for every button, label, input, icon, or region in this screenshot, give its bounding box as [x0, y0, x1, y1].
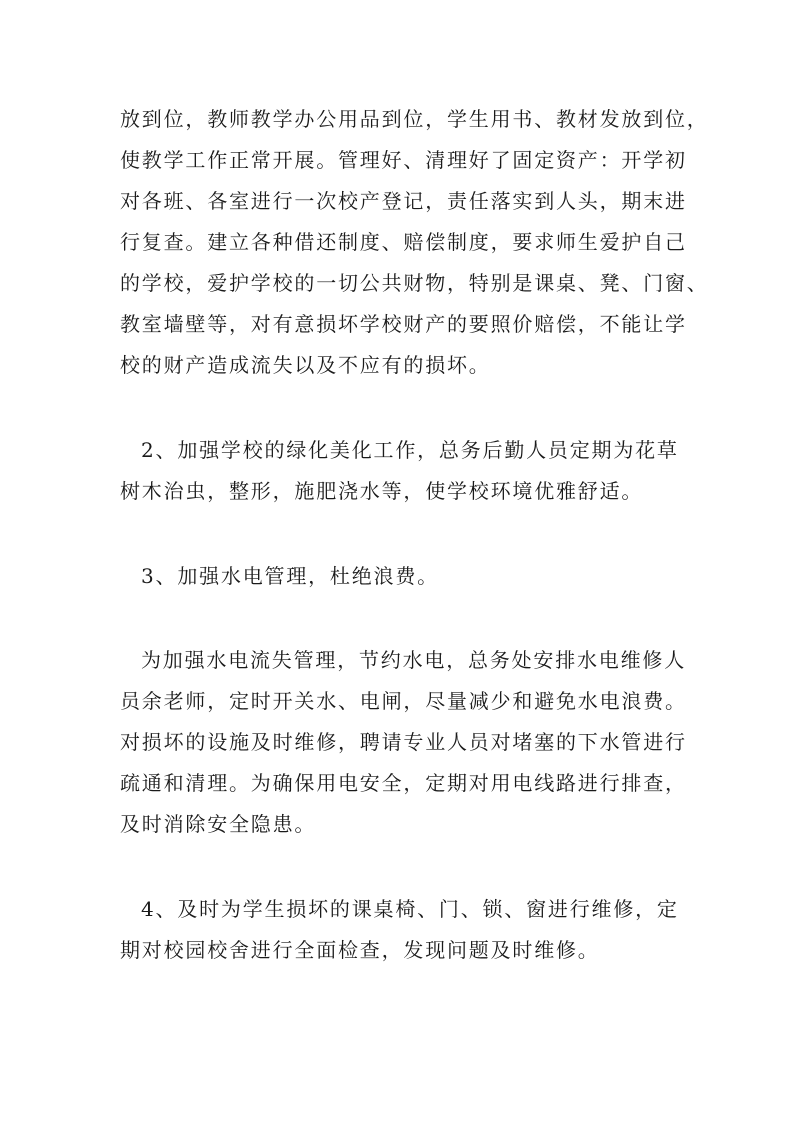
paragraph-5-line-1: 4、及时为学生损坏的课桌椅、门、锁、窗进行维修，定 [141, 897, 679, 921]
paragraph-1-line-7: 校的财产造成流失以及不应有的损坏。 [120, 353, 491, 377]
paragraph-4-line-2: 员余老师，定时开关水、电闸，尽量减少和避免水电浪费。 [120, 689, 687, 713]
paragraph-1-line-2: 使教学工作正常开展。管理好、清理好了固定资产：开学初 [120, 148, 687, 172]
paragraph-5-line-2: 期对校园校舍进行全面检查，发现问题及时维修。 [120, 938, 600, 962]
paragraph-1-line-4: 行复查。建立各种借还制度、赔偿制度，要求师生爱护自己 [120, 230, 687, 254]
paragraph-1-line-1: 放到位，教师教学办公用品到位，学生用书、教材发放到位， [120, 107, 709, 131]
paragraph-4-line-4: 疏通和清理。为确保用电安全，定期对用电线路进行排查， [120, 771, 687, 795]
paragraph-2-line-2: 树木治虫，整形，施肥浇水等，使学校环境优雅舒适。 [120, 479, 644, 503]
paragraph-1-line-6: 教室墙壁等，对有意损坏学校财产的要照价赔偿，不能让学 [120, 312, 687, 336]
paragraph-1-line-3: 对各班、各室进行一次校产登记，责任落实到人头，期末进 [120, 189, 687, 213]
paragraph-4-line-1: 为加强水电流失管理，节约水电，总务处安排水电维修人 [141, 648, 686, 672]
paragraph-4-line-3: 对损坏的设施及时维修，聘请专业人员对堵塞的下水管进行 [120, 730, 687, 754]
paragraph-1-line-5: 的学校，爱护学校的一切公共财物，特别是课桌、凳、门窗、 [120, 271, 709, 295]
paragraph-4-line-5: 及时消除安全隐患。 [120, 812, 317, 836]
paragraph-2-line-1: 2、加强学校的绿化美化工作，总务后勤人员定期为花草 [141, 438, 679, 462]
paragraph-3-line-1: 3、加强水电管理，杜绝浪费。 [141, 564, 439, 588]
